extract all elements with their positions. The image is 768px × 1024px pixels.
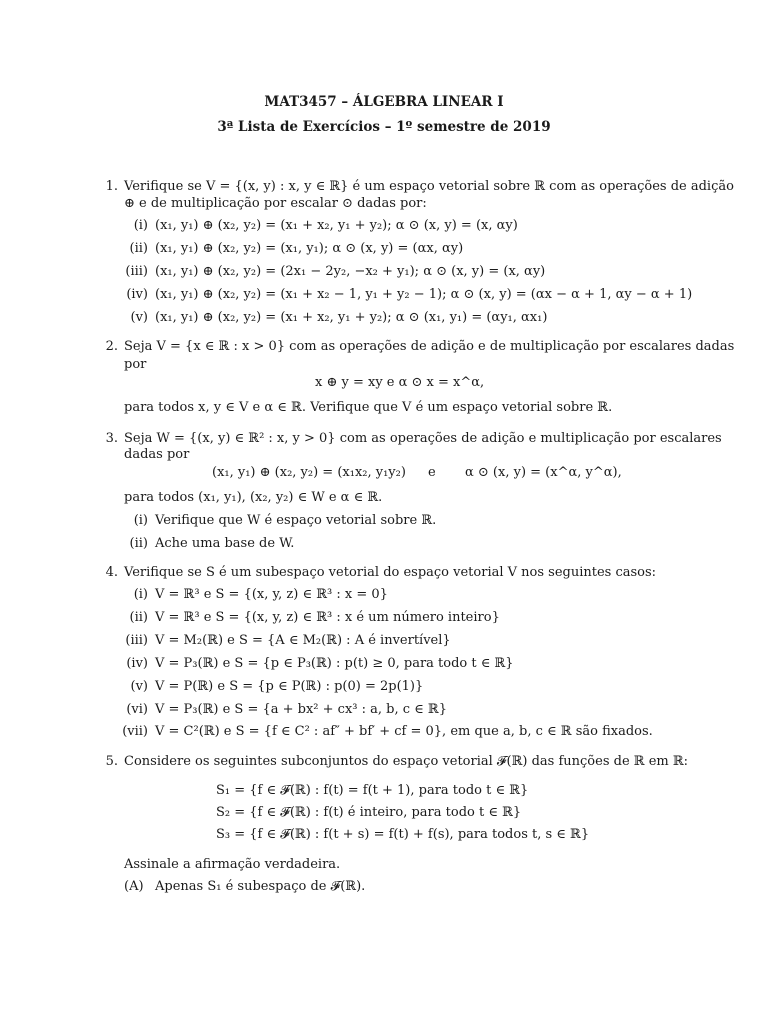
item-label: (v) xyxy=(130,310,148,325)
question-4-text-line1: Verifique se S é um subespaço vetorial do espaço vetorial V nos seguintes casos: xyxy=(124,565,657,580)
item-text: (x₁, y₁) ⊕ (x₂, y₂) = (2x₁ − 2y₂, −x₂ + y₁); α ⊙ (x, y) = (x, αy) xyxy=(155,264,546,279)
item-label: (v) xyxy=(130,679,148,694)
item-label: (iv) xyxy=(126,287,148,302)
option-label: (A) xyxy=(124,879,144,894)
question-number-2: 2. xyxy=(105,339,118,354)
question-2-text-line3: para todos x, y ∈ V e α ∈ ℝ. Verifique que V é um espaço vetorial sobre ℝ. xyxy=(124,400,613,415)
question-1-text-line2: ⊕ e de multiplicação por escalar ⊙ dadas por: xyxy=(124,196,427,211)
item-label: (ii) xyxy=(129,241,148,256)
question-2-text-line2: por xyxy=(124,357,147,372)
question-number-5: 5. xyxy=(105,754,118,769)
question-number-1: 1. xyxy=(105,179,118,194)
item-label: (iii) xyxy=(125,264,148,279)
option-text: Apenas S₁ é subespaço de 𝓕(ℝ). xyxy=(155,879,366,894)
item-label: (vii) xyxy=(122,724,148,739)
question-5-text-line2: Assinale a afirmação verdadeira. xyxy=(124,857,341,872)
page-title: MAT3457 – ÁLGEBRA LINEAR I xyxy=(264,94,504,110)
item-text: V = P(ℝ) e S = {p ∈ P(ℝ) : p(0) = 2p(1)} xyxy=(155,679,424,694)
item-text: V = ℝ³ e S = {(x, y, z) ∈ ℝ³ : x é um número inteiro} xyxy=(155,610,500,625)
item-label: (i) xyxy=(133,513,148,528)
item-text: V = ℝ³ e S = {(x, y, z) ∈ ℝ³ : x = 0} xyxy=(155,587,388,602)
item-text: V = P₃(ℝ) e S = {p ∈ P₃(ℝ) : p(t) ≥ 0, para todo t ∈ ℝ} xyxy=(155,656,514,671)
question-2-text-line1: Seja V = {x ∈ ℝ : x > 0} com as operações de adição e de multiplicação por escalares dadas xyxy=(124,339,735,354)
item-label: (vi) xyxy=(126,702,148,717)
question-3-text-line2: dadas por xyxy=(124,447,190,462)
question-3-text-line3: para todos (x₁, y₁), (x₂, y₂) ∈ W e α ∈ ℝ. xyxy=(124,490,383,505)
item-text: V = P₃(ℝ) e S = {a + bx² + cx³ : a, b, c ∈ ℝ} xyxy=(155,702,447,717)
question-number-3: 3. xyxy=(105,431,118,446)
item-text: (x₁, y₁) ⊕ (x₂, y₂) = (x₁ + x₂, y₁ + y₂); α ⊙ (x, y) = (x, αy) xyxy=(155,218,518,233)
question-number-4: 4. xyxy=(105,565,118,580)
item-label: (iii) xyxy=(125,633,148,648)
item-label: (iv) xyxy=(126,656,148,671)
item-text: V = C²(ℝ) e S = {f ∈ C² : af″ + bf′ + cf = 0}, em que a, b, c ∈ ℝ são fixados. xyxy=(155,724,653,739)
item-label: (i) xyxy=(133,587,148,602)
set-definition: S₃ = {f ∈ 𝓕(ℝ) : f(t + s) = f(t) + f(s), para todos t, s ∈ ℝ} xyxy=(216,827,590,842)
set-definition: S₂ = {f ∈ 𝓕(ℝ) : f(t) é inteiro, para todo t ∈ ℝ} xyxy=(216,805,522,820)
item-label: (i) xyxy=(133,218,148,233)
page-subtitle: 3ª Lista de Exercícios – 1º semestre de 2019 xyxy=(217,119,551,135)
item-text: (x₁, y₁) ⊕ (x₂, y₂) = (x₁ + x₂, y₁ + y₂); α ⊙ (x₁, y₁) = (αy₁, αx₁) xyxy=(155,310,548,325)
set-definition: S₁ = {f ∈ 𝓕(ℝ) : f(t) = f(t + 1), para todo t ∈ ℝ} xyxy=(216,783,529,798)
question-3-formula-left: (x₁, y₁) ⊕ (x₂, y₂) = (x₁x₂, y₁y₂) xyxy=(212,465,406,480)
item-label: (ii) xyxy=(129,610,148,625)
question-3-formula-mid: e xyxy=(428,465,436,480)
item-text: Ache uma base de W. xyxy=(155,536,295,551)
item-text: Verifique que W é espaço vetorial sobre ℝ. xyxy=(155,513,437,528)
question-5-text-line1: Considere os seguintes subconjuntos do espaço vetorial 𝓕(ℝ) das funções de ℝ em ℝ: xyxy=(124,754,689,769)
item-text: (x₁, y₁) ⊕ (x₂, y₂) = (x₁ + x₂ − 1, y₁ + y₂ − 1); α ⊙ (x, y) = (αx − α + 1, αy − α + 1) xyxy=(155,287,693,302)
item-text: V = M₂(ℝ) e S = {A ∈ M₂(ℝ) : A é invertível} xyxy=(155,633,451,648)
item-label: (ii) xyxy=(129,536,148,551)
question-1-text-line1: Verifique se V = {(x, y) : x, y ∈ ℝ} é um espaço vetorial sobre ℝ com as operações de adição xyxy=(124,179,734,194)
question-3-formula-right: α ⊙ (x, y) = (x^α, y^α), xyxy=(465,465,622,480)
question-2-formula: x ⊕ y = xy e α ⊙ x = x^α, xyxy=(315,375,485,390)
question-3-text-line1: Seja W = {(x, y) ∈ ℝ² : x, y > 0} com as operações de adição e multiplicação por escalares xyxy=(124,431,722,446)
item-text: (x₁, y₁) ⊕ (x₂, y₂) = (x₁, y₁); α ⊙ (x, y) = (αx, αy) xyxy=(155,241,464,256)
